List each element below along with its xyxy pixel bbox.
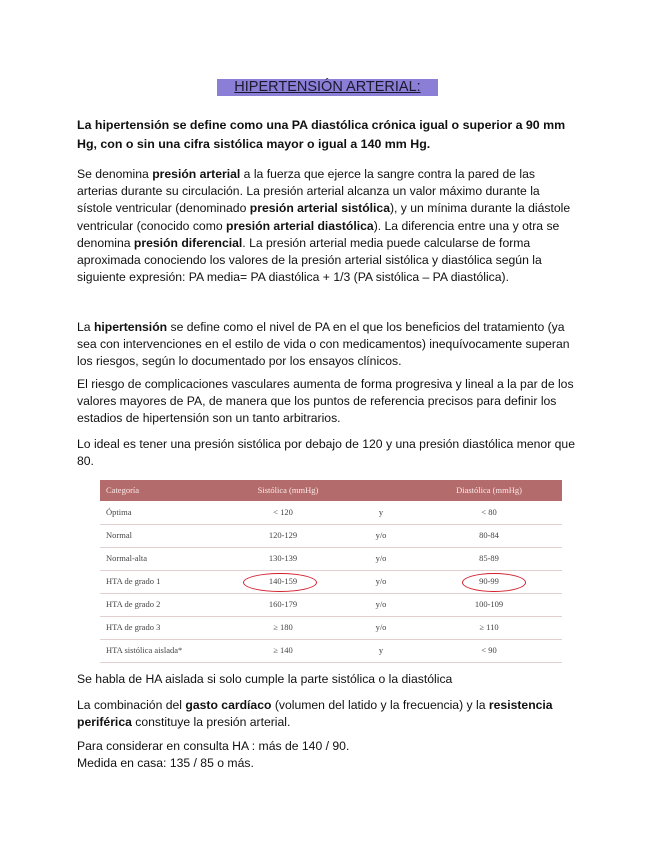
intro-paragraph: La hipertensión se define como una PA diastólica crónica igual o superior a 90 mm Hg, con o sin una cifra sistólica mayor o igual a 140 mm Hg.: [77, 118, 566, 151]
cell-diastolica: 80-84: [479, 530, 499, 540]
p1-run: ). La diferencia entre una y otra se denomina: [77, 218, 560, 250]
paragraph-gasto-cardiaco: [77, 697, 577, 731]
table-row: [100, 639, 562, 663]
header-diastolica: Diastólica (mmHg): [456, 485, 522, 495]
page-title: HIPERTENSIÓN ARTERIAL:: [217, 79, 438, 96]
cell-conector: y/o: [375, 599, 387, 609]
header-sistolica: Sistólica (mmHg): [257, 485, 319, 495]
cell-categoria: HTA sistólica aislada*: [106, 645, 183, 655]
casa-line: Medida en casa: 135 / 85 o más.: [77, 756, 254, 771]
cell-diastolica: 85-89: [479, 553, 499, 563]
table-row: [100, 616, 562, 640]
cell-sistolica: 140-159: [268, 576, 298, 586]
p1-run: . La presión arterial media puede calcularse de forma aproximada conociendo los valores de la presión arterial sistólica y diastólica según la siguiente expresión: PA media= PA diastólica + 1/3 (PA sistólica – PA diastólica).: [77, 235, 542, 285]
p6-run: resistencia periférica: [77, 698, 553, 730]
bp-classification-table: [100, 480, 562, 665]
cell-sistolica: ≥ 180: [273, 622, 293, 632]
cell-categoria: Normal: [106, 530, 132, 540]
cell-conector: y/o: [375, 622, 387, 632]
consulta-line: Para considerar en consulta HA : más de 140 / 90.: [77, 739, 350, 753]
paragraph-riesgo: El riesgo de complicaciones vasculares aumenta de forma progresiva y lineal a la par de los valores mayores de PA, de manera que los puntos de referencia precisos para definir los estadios de hipertensión son un tanto arbitrarios.: [77, 377, 574, 426]
table-row: [100, 593, 562, 617]
cell-categoria: Óptima: [106, 507, 132, 517]
cell-categoria: HTA de grado 3: [106, 622, 161, 632]
cell-conector: y/o: [375, 576, 387, 586]
cell-categoria: Normal-alta: [106, 553, 148, 563]
p2-run: hipertensión: [93, 320, 168, 334]
table-row: [100, 501, 562, 525]
p6-run: gasto cardíaco: [185, 698, 272, 712]
cell-diastolica: ≥ 110: [479, 622, 499, 632]
cell-sistolica: < 120: [273, 507, 293, 517]
p1-run: presión arterial: [152, 167, 241, 181]
p1-run: presión arterial sistólica: [249, 201, 390, 216]
p2-run: se define como el nivel de PA en el que los beneficios del tratamiento (ya sea con intervenciones en el estilo de vida o con medicamentos) inequívocamente superan los riesgos, según lo documentado por los ensayos clínicos.: [77, 320, 570, 369]
p1-run: a la fuerza que ejerce la sangre contra la pared de las arterias durante su circulación. La presión arterial alcanza un valor máximo durante la sístole ventricular (denominado: [77, 167, 540, 216]
p1-run: presión arterial diastólica: [226, 218, 374, 233]
cell-conector: y: [378, 645, 384, 655]
table-row: [100, 547, 562, 571]
cell-conector: y: [378, 507, 384, 517]
cell-diastolica: 100-109: [474, 599, 504, 609]
cell-categoria: HTA de grado 2: [106, 599, 161, 609]
cell-diastolica: < 90: [481, 645, 497, 655]
p1-run: Se denomina: [77, 167, 153, 181]
highlight-oval-sistolica: [243, 573, 317, 592]
paragraph-consulta: [77, 738, 577, 772]
paragraph-presion-arterial: [77, 166, 577, 286]
cell-sistolica: 120-129: [268, 530, 298, 540]
table-header: [100, 480, 562, 501]
p6-run: La combinación del: [77, 698, 186, 712]
table-row: [100, 524, 562, 548]
p1-run: presión diferencial: [133, 235, 243, 250]
cell-diastolica: 90-99: [479, 576, 499, 586]
paragraph-ha-aislada: Se habla de HA aislada si solo cumple la parte sistólica o la diastólica: [77, 672, 453, 686]
p1-run: ), y un mínima durante la diástole ventricular (conocido como: [77, 201, 571, 233]
cell-sistolica: 130-139: [268, 553, 298, 563]
p2-run: La: [77, 320, 94, 334]
paragraph-hipertension: [77, 319, 577, 371]
cell-conector: y/o: [375, 553, 387, 563]
cell-categoria: HTA de grado 1: [106, 576, 161, 586]
cell-diastolica: < 80: [481, 507, 497, 517]
highlight-oval-diastolica: [462, 573, 526, 592]
p6-run: (volumen del latido y la frecuencia) y la: [271, 698, 489, 712]
cell-sistolica: ≥ 140: [273, 645, 293, 655]
p6-run: constituye la presión arterial.: [131, 715, 291, 730]
cell-conector: y/o: [375, 530, 387, 540]
cell-sistolica: 160-179: [268, 599, 298, 609]
paragraph-ideal: Lo ideal es tener una presión sistólica por debajo de 120 y una presión diastólica menor que 80.: [77, 437, 575, 469]
header-categoria: Categoría: [106, 485, 140, 495]
